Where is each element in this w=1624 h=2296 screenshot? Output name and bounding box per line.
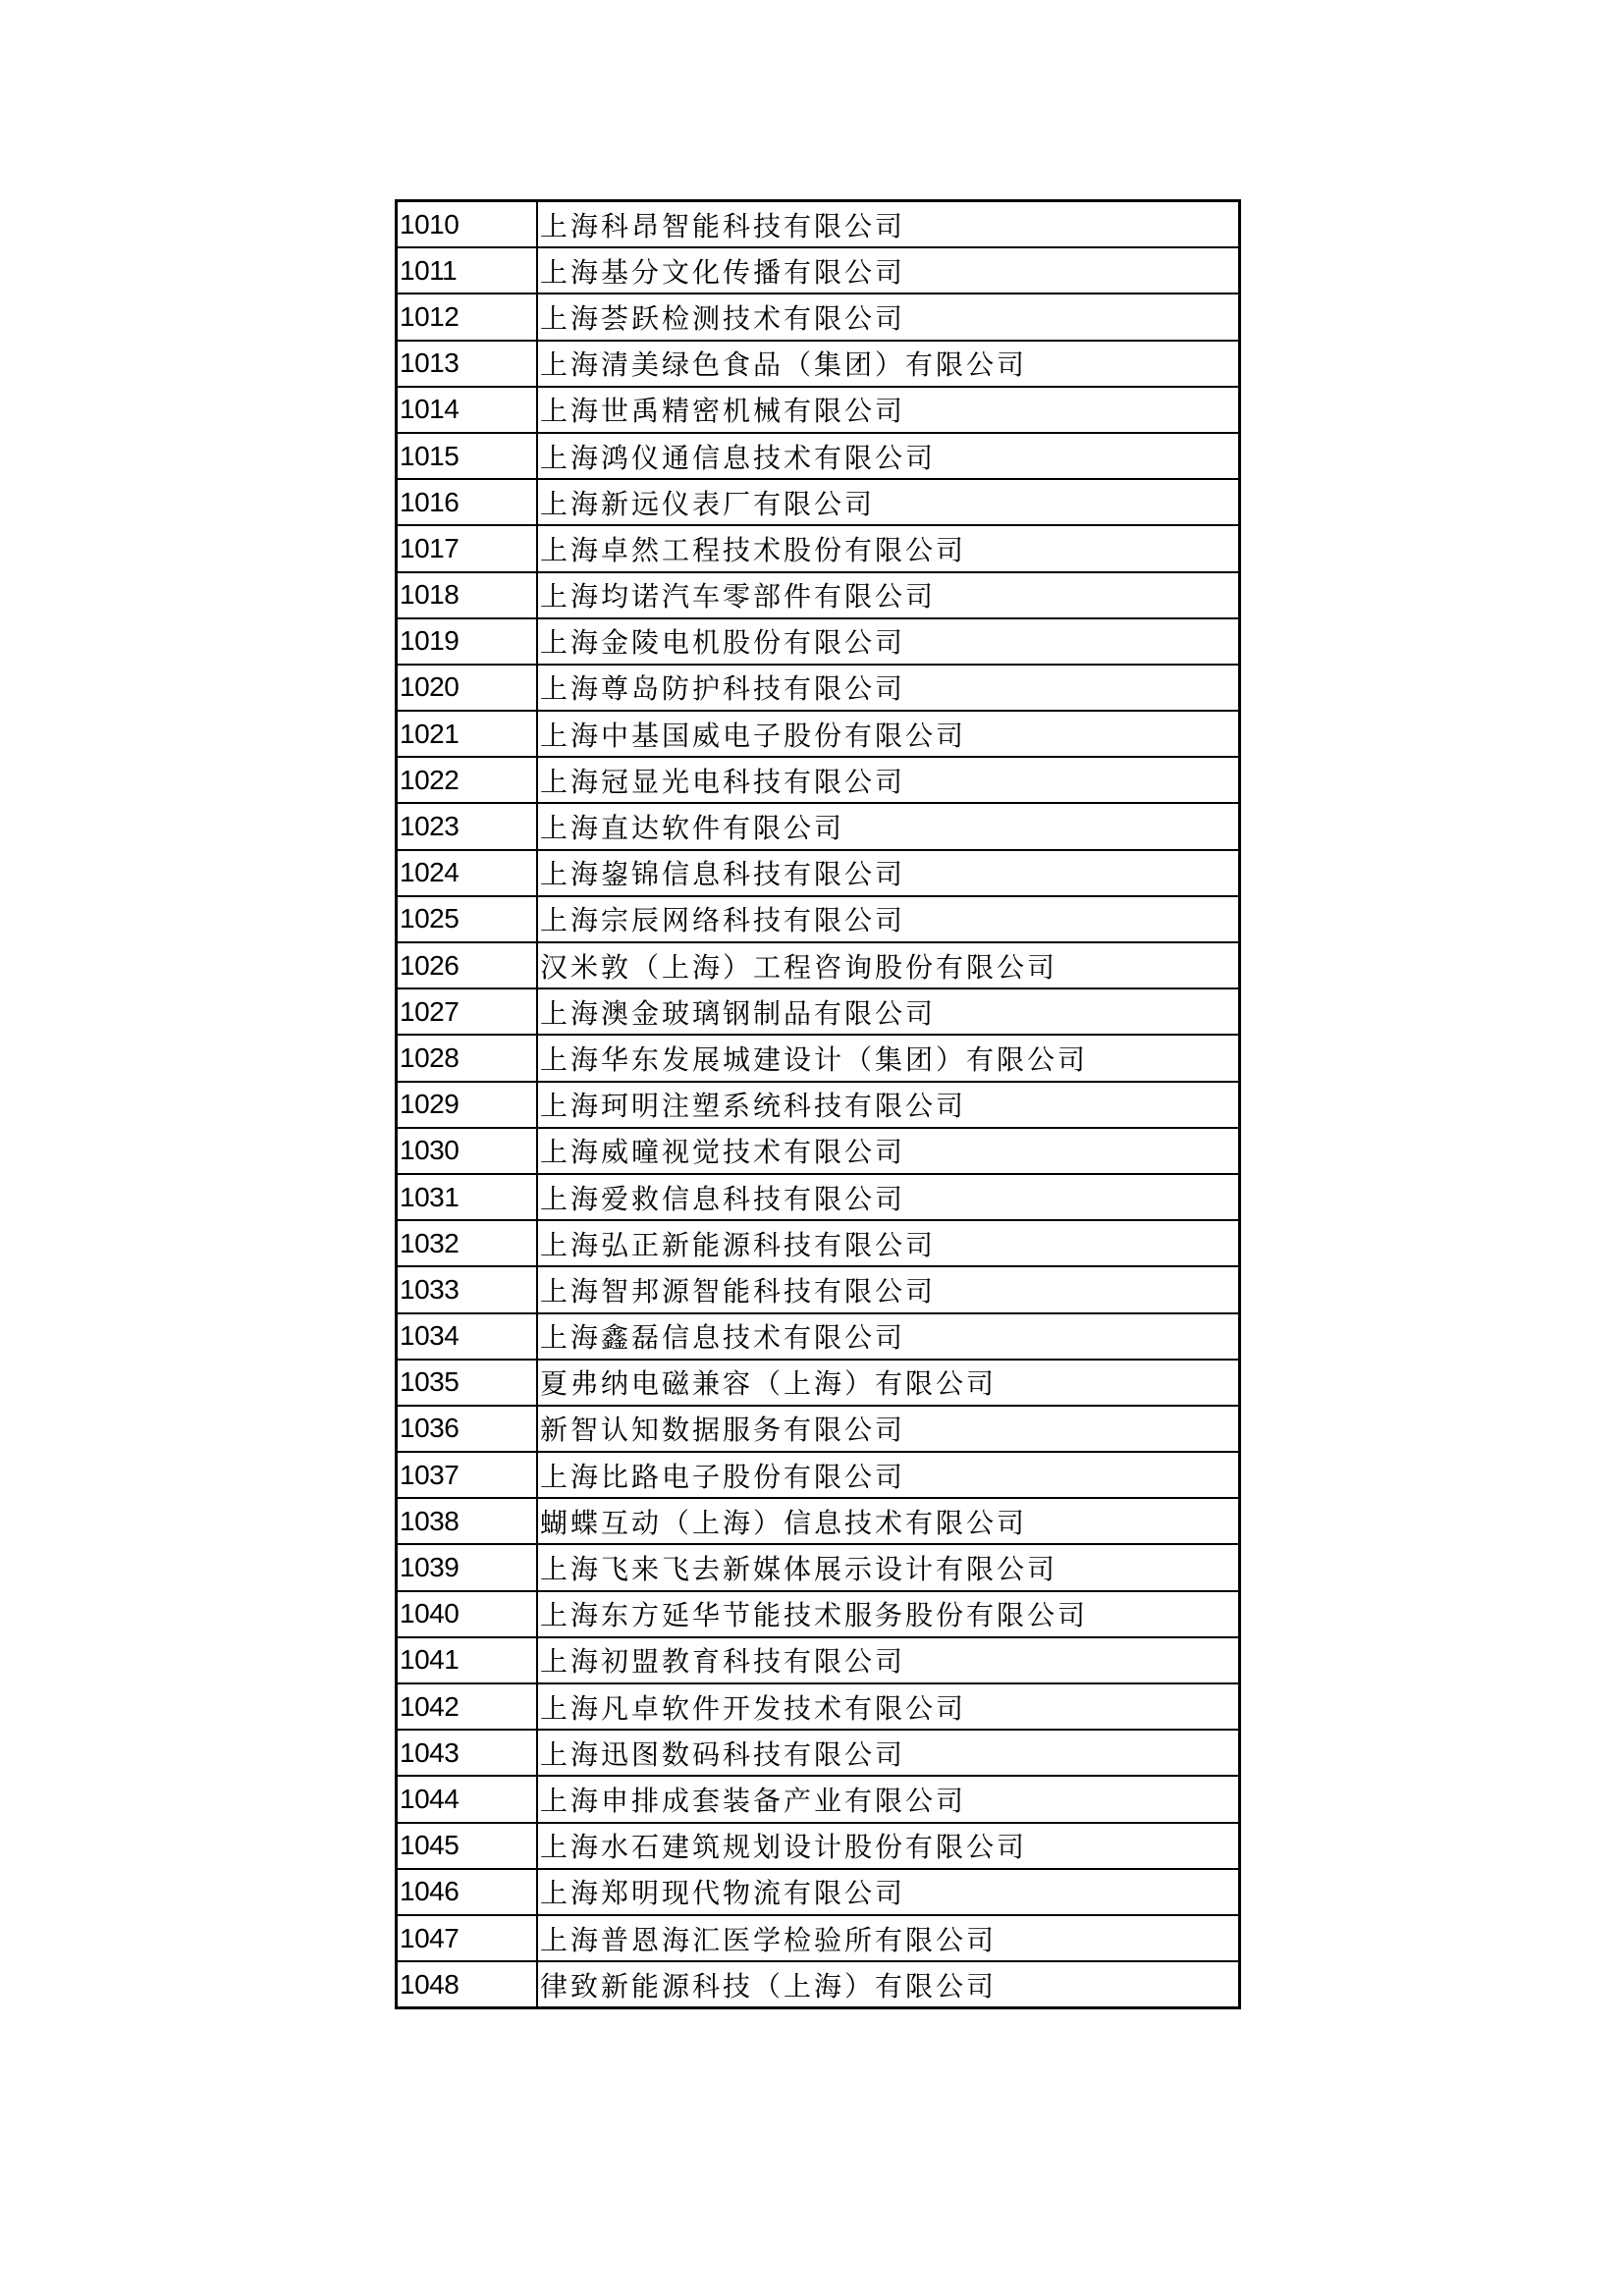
- row-number-cell: 1029: [397, 1082, 538, 1128]
- table-row: [397, 757, 1240, 803]
- table-row: [397, 711, 1240, 757]
- table-row: [397, 247, 1240, 294]
- company-name-cell: 上海水石建筑规划设计股份有限公司: [537, 1823, 1240, 1869]
- row-number-cell: 1022: [397, 757, 538, 803]
- row-number-cell: 1011: [397, 247, 538, 294]
- company-name-cell: 上海华东发展城建设计（集团）有限公司: [537, 1035, 1240, 1081]
- company-name-cell: 夏弗纳电磁兼容（上海）有限公司: [537, 1360, 1240, 1406]
- row-number-cell: 1042: [397, 1683, 538, 1730]
- company-name-cell: 上海珂明注塑系统科技有限公司: [537, 1082, 1240, 1128]
- company-name-cell: 上海鑫磊信息技术有限公司: [537, 1313, 1240, 1360]
- company-name-cell: 蝴蝶互动（上海）信息技术有限公司: [537, 1498, 1240, 1544]
- table-row: [397, 294, 1240, 340]
- row-number-cell: 1045: [397, 1823, 538, 1869]
- row-number-cell: 1013: [397, 341, 538, 387]
- company-name-cell: 上海宗辰网络科技有限公司: [537, 896, 1240, 942]
- table-row: [397, 1730, 1240, 1776]
- table-row: [397, 896, 1240, 942]
- row-number-cell: 1026: [397, 942, 538, 988]
- table-row: [397, 618, 1240, 665]
- row-number-cell: 1043: [397, 1730, 538, 1776]
- row-number-cell: 1037: [397, 1452, 538, 1498]
- company-name-cell: 上海爱救信息科技有限公司: [537, 1174, 1240, 1220]
- row-number-cell: 1018: [397, 572, 538, 618]
- row-number-cell: 1015: [397, 433, 538, 479]
- table-row: [397, 988, 1240, 1035]
- table-row: [397, 1406, 1240, 1452]
- table-row: [397, 525, 1240, 571]
- table-row: [397, 433, 1240, 479]
- table-row: [397, 1266, 1240, 1312]
- row-number-cell: 1046: [397, 1869, 538, 1915]
- table-row: [397, 1683, 1240, 1730]
- table-row: [397, 942, 1240, 988]
- company-name-cell: 上海迅图数码科技有限公司: [537, 1730, 1240, 1776]
- table-row: [397, 201, 1240, 248]
- table-body: [397, 201, 1240, 2008]
- table-row: [397, 1220, 1240, 1266]
- company-name-cell: 上海鸿仪通信息技术有限公司: [537, 433, 1240, 479]
- row-number-cell: 1035: [397, 1360, 538, 1406]
- table-row: [397, 1961, 1240, 2008]
- row-number-cell: 1020: [397, 665, 538, 711]
- company-name-cell: 上海中基国威电子股份有限公司: [537, 711, 1240, 757]
- company-name-cell: 上海初盟教育科技有限公司: [537, 1637, 1240, 1683]
- table-row: [397, 1128, 1240, 1174]
- table-row: [397, 1823, 1240, 1869]
- row-number-cell: 1027: [397, 988, 538, 1035]
- company-name-cell: 上海科昂智能科技有限公司: [537, 201, 1240, 248]
- table-row: [397, 665, 1240, 711]
- company-name-cell: 律致新能源科技（上海）有限公司: [537, 1961, 1240, 2008]
- company-name-cell: 上海澳金玻璃钢制品有限公司: [537, 988, 1240, 1035]
- company-name-cell: 上海比路电子股份有限公司: [537, 1452, 1240, 1498]
- company-name-cell: 上海荟跃检测技术有限公司: [537, 294, 1240, 340]
- company-name-cell: 上海新远仪表厂有限公司: [537, 479, 1240, 525]
- table-row: [397, 850, 1240, 896]
- company-name-cell: 上海飞来飞去新媒体展示设计有限公司: [537, 1544, 1240, 1590]
- row-number-cell: 1019: [397, 618, 538, 665]
- row-number-cell: 1036: [397, 1406, 538, 1452]
- row-number-cell: 1028: [397, 1035, 538, 1081]
- company-list-table: [395, 199, 1241, 2009]
- company-name-cell: 上海申排成套装备产业有限公司: [537, 1776, 1240, 1822]
- company-name-cell: 上海鋆锦信息科技有限公司: [537, 850, 1240, 896]
- company-name-cell: 上海威曈视觉技术有限公司: [537, 1128, 1240, 1174]
- row-number-cell: 1034: [397, 1313, 538, 1360]
- row-number-cell: 1024: [397, 850, 538, 896]
- row-number-cell: 1048: [397, 1961, 538, 2008]
- table-row: [397, 1869, 1240, 1915]
- company-name-cell: 上海金陵电机股份有限公司: [537, 618, 1240, 665]
- row-number-cell: 1031: [397, 1174, 538, 1220]
- table-row: [397, 1544, 1240, 1590]
- table-row: [397, 341, 1240, 387]
- company-name-cell: 上海普恩海汇医学检验所有限公司: [537, 1915, 1240, 1961]
- company-name-cell: 上海郑明现代物流有限公司: [537, 1869, 1240, 1915]
- company-name-cell: 上海均诺汽车零部件有限公司: [537, 572, 1240, 618]
- row-number-cell: 1030: [397, 1128, 538, 1174]
- table-row: [397, 803, 1240, 849]
- company-name-cell: 新智认知数据服务有限公司: [537, 1406, 1240, 1452]
- company-name-cell: 上海冠显光电科技有限公司: [537, 757, 1240, 803]
- table-row: [397, 479, 1240, 525]
- company-name-cell: 上海弘正新能源科技有限公司: [537, 1220, 1240, 1266]
- row-number-cell: 1014: [397, 387, 538, 433]
- table-row: [397, 387, 1240, 433]
- company-name-cell: 上海直达软件有限公司: [537, 803, 1240, 849]
- table-row: [397, 1452, 1240, 1498]
- row-number-cell: 1041: [397, 1637, 538, 1683]
- table-row: [397, 1035, 1240, 1081]
- table-row: [397, 572, 1240, 618]
- row-number-cell: 1039: [397, 1544, 538, 1590]
- row-number-cell: 1012: [397, 294, 538, 340]
- company-name-cell: 汉米敦（上海）工程咨询股份有限公司: [537, 942, 1240, 988]
- table-row: [397, 1313, 1240, 1360]
- table-row: [397, 1915, 1240, 1961]
- row-number-cell: 1017: [397, 525, 538, 571]
- company-name-cell: 上海基分文化传播有限公司: [537, 247, 1240, 294]
- row-number-cell: 1023: [397, 803, 538, 849]
- row-number-cell: 1025: [397, 896, 538, 942]
- row-number-cell: 1010: [397, 201, 538, 248]
- row-number-cell: 1038: [397, 1498, 538, 1544]
- row-number-cell: 1040: [397, 1591, 538, 1637]
- table-row: [397, 1637, 1240, 1683]
- company-name-cell: 上海凡卓软件开发技术有限公司: [537, 1683, 1240, 1730]
- row-number-cell: 1032: [397, 1220, 538, 1266]
- row-number-cell: 1021: [397, 711, 538, 757]
- row-number-cell: 1033: [397, 1266, 538, 1312]
- row-number-cell: 1016: [397, 479, 538, 525]
- company-name-cell: 上海尊岛防护科技有限公司: [537, 665, 1240, 711]
- table-row: [397, 1082, 1240, 1128]
- table-row: [397, 1591, 1240, 1637]
- row-number-cell: 1044: [397, 1776, 538, 1822]
- table-row: [397, 1174, 1240, 1220]
- table-row: [397, 1776, 1240, 1822]
- company-name-cell: 上海卓然工程技术股份有限公司: [537, 525, 1240, 571]
- company-name-cell: 上海东方延华节能技术服务股份有限公司: [537, 1591, 1240, 1637]
- company-name-cell: 上海智邦源智能科技有限公司: [537, 1266, 1240, 1312]
- row-number-cell: 1047: [397, 1915, 538, 1961]
- table-row: [397, 1498, 1240, 1544]
- table-row: [397, 1360, 1240, 1406]
- company-name-cell: 上海清美绿色食品（集团）有限公司: [537, 341, 1240, 387]
- company-name-cell: 上海世禹精密机械有限公司: [537, 387, 1240, 433]
